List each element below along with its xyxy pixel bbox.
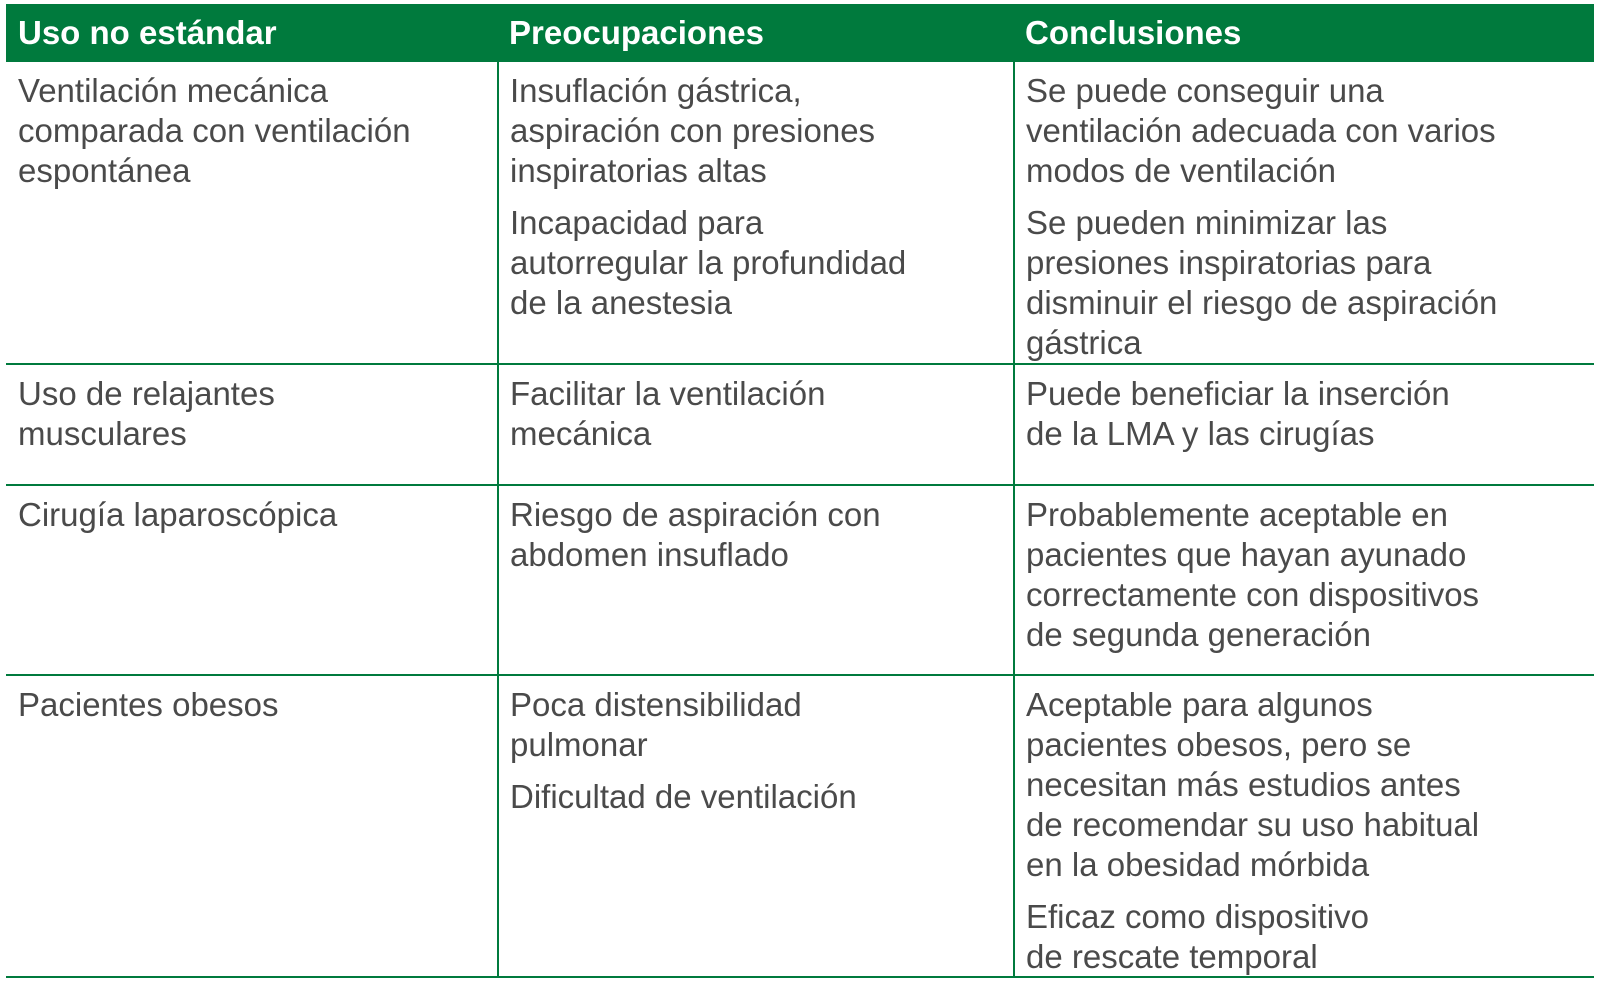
cell-paragraph <box>1026 71 1584 191</box>
cell-uso <box>6 62 497 365</box>
text-line: en la obesidad mórbida <box>1026 846 1370 883</box>
text-line: autorregular la profundidad <box>510 244 907 281</box>
column-header-conclusiones: Conclusiones <box>1013 4 1594 62</box>
cell-paragraph <box>510 495 1003 575</box>
column-header-uso: Uso no estándar <box>6 4 497 62</box>
text-line: de recomendar su uso habitual <box>1026 806 1480 843</box>
cell-paragraph <box>18 374 487 454</box>
cell-paragraph <box>510 777 1003 817</box>
text-line: gástrica <box>1026 324 1142 361</box>
text-line: inspiratorias altas <box>510 152 767 189</box>
cell-paragraph <box>1026 685 1584 885</box>
text-line: Dificultad de ventilación <box>510 778 857 815</box>
text-line: abdomen insuflado <box>510 536 789 573</box>
text-line: Eficaz como dispositivo <box>1026 898 1369 935</box>
text-line: Insuflación gástrica, <box>510 72 802 109</box>
cell-uso <box>6 486 497 676</box>
text-line: presiones inspiratorias para <box>1026 244 1432 281</box>
data-table <box>6 4 1594 978</box>
text-line: Ventilación mecánica <box>18 72 329 109</box>
text-line: Se puede conseguir una <box>1026 72 1384 109</box>
text-line: modos de ventilación <box>1026 152 1337 189</box>
text-line: Poca distensibilidad <box>510 686 802 723</box>
cell-conclusiones <box>1013 62 1594 365</box>
cell-preocupaciones <box>497 676 1013 978</box>
cell-conclusiones <box>1013 486 1594 676</box>
text-line: necesitan más estudios antes <box>1026 766 1461 803</box>
text-line: correctamente con dispositivos <box>1026 576 1480 613</box>
text-line: musculares <box>18 415 187 452</box>
cell-paragraph <box>1026 495 1584 655</box>
cell-conclusiones <box>1013 676 1594 978</box>
text-line: espontánea <box>18 152 191 189</box>
text-line: Pacientes obesos <box>18 686 279 723</box>
text-line: pacientes obesos, pero se <box>1026 726 1412 763</box>
text-line: pulmonar <box>510 726 648 763</box>
text-line: Facilitar la ventilación <box>510 375 826 412</box>
text-line: Riesgo de aspiración con <box>510 496 881 533</box>
cell-paragraph <box>510 203 1003 323</box>
text-line: Cirugía laparoscópica <box>18 496 338 533</box>
column-header-preocupaciones: Preocupaciones <box>497 4 1013 62</box>
cell-uso <box>6 365 497 486</box>
cell-paragraph <box>510 374 1003 454</box>
cell-paragraph <box>1026 374 1584 454</box>
cell-conclusiones <box>1013 365 1594 486</box>
text-line: Uso de relajantes <box>18 375 275 412</box>
cell-paragraph <box>1026 203 1584 363</box>
cell-paragraph <box>18 685 487 725</box>
cell-preocupaciones <box>497 486 1013 676</box>
text-line: pacientes que hayan ayunado <box>1026 536 1467 573</box>
text-line: de la anestesia <box>510 284 732 321</box>
text-line: de rescate temporal <box>1026 938 1318 975</box>
text-line: Aceptable para algunos <box>1026 686 1373 723</box>
text-line: ventilación adecuada con varios <box>1026 112 1496 149</box>
text-line: disminuir el riesgo de aspiración <box>1026 284 1498 321</box>
text-line: comparada con ventilación <box>18 112 411 149</box>
text-line: aspiración con presiones <box>510 112 876 149</box>
text-line: Probablemente aceptable en <box>1026 496 1448 533</box>
cell-paragraph <box>18 71 487 191</box>
cell-paragraph <box>1026 897 1584 977</box>
text-line: de la LMA y las cirugías <box>1026 415 1375 452</box>
cell-preocupaciones <box>497 365 1013 486</box>
cell-preocupaciones <box>497 62 1013 365</box>
cell-paragraph <box>18 495 487 535</box>
cell-paragraph <box>510 685 1003 765</box>
text-line: Incapacidad para <box>510 204 764 241</box>
text-line: mecánica <box>510 415 652 452</box>
text-line: Puede beneficiar la inserción <box>1026 375 1450 412</box>
cell-paragraph <box>510 71 1003 191</box>
text-line: Se pueden minimizar las <box>1026 204 1388 241</box>
cell-uso <box>6 676 497 978</box>
text-line: de segunda generación <box>1026 616 1371 653</box>
